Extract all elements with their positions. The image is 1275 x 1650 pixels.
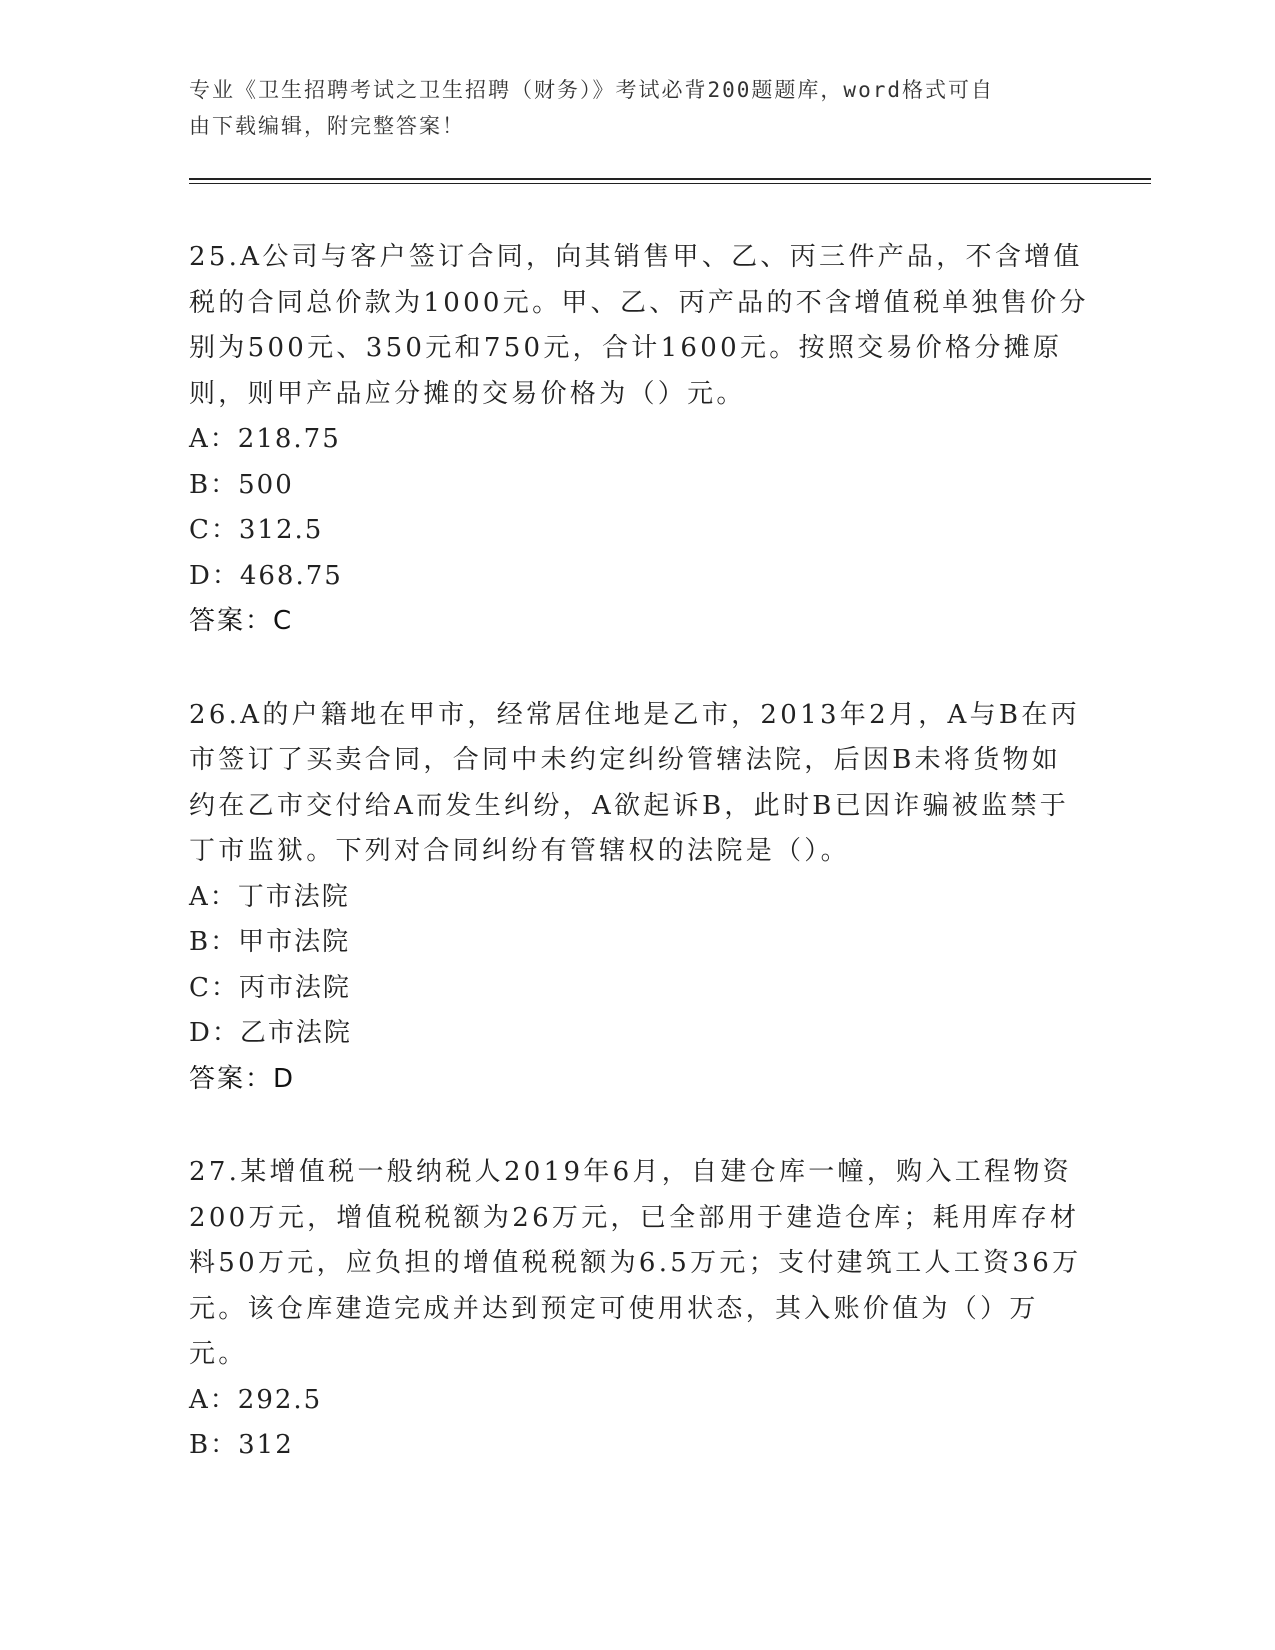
question-stem: 27.某增值税一般纳税人2019年6月，自建仓库一幢，购入工程物资200万元，增值税税额为26万元，已全部用于建造仓库；耗用库存材料50万元，应负担的增值税税额为6.5万元；支付建筑工人工资36万元。该仓库建造完成并达到预定可使用状态，其入账价值为（）万元。	[189, 1157, 1082, 1369]
header-divider-thick	[189, 178, 1151, 180]
document-header	[189, 72, 1089, 144]
option-d: D：乙市法院	[189, 1018, 352, 1048]
question-stem: 25.A公司与客户签订合同，向其销售甲、乙、丙三件产品，不含增值税的合同总价款为1000元。甲、乙、丙产品的不含增值税单独售价分别为500元、350元和750元，合计1600元。按照交易价格分摊原则，则甲产品应分摊的交易价格为（）元。	[189, 242, 1089, 409]
question-26	[189, 693, 1089, 1103]
header-line-2: 由下载编辑，附完整答案！	[189, 114, 465, 138]
option-d: D：468.75	[189, 560, 343, 591]
option-b: B：500	[189, 469, 294, 500]
answer-line: 答案：C	[189, 606, 294, 636]
question-27	[189, 1150, 1089, 1469]
option-c: C：丙市法院	[189, 972, 351, 1003]
header-divider-thin	[189, 183, 1151, 184]
header-line-1: 专业《卫生招聘考试之卫生招聘（财务）》考试必背200题题库，word格式可自	[189, 78, 994, 102]
option-c: C：312.5	[189, 515, 324, 545]
question-25	[189, 235, 1089, 645]
question-list	[189, 235, 1089, 1517]
option-b: B：甲市法院	[189, 927, 351, 957]
question-stem: 26.A的户籍地在甲市，经常居住地是乙市，2013年2月，A与B在丙市签订了买卖合同，合同中未约定纠纷管辖法院，后因B未将货物如约在乙市交付给A而发生纠纷，A欲起诉B，此时B已因诈骗被监禁于丁市监狱。下列对合同纠纷有管辖权的法院是（）。	[189, 699, 1080, 866]
option-a: A：丁市法院	[189, 881, 350, 912]
answer-line: 答案：D	[189, 1063, 296, 1094]
option-a: A：292.5	[189, 1384, 323, 1415]
option-b: B：312	[189, 1430, 294, 1460]
option-a: A：218.75	[189, 424, 341, 454]
